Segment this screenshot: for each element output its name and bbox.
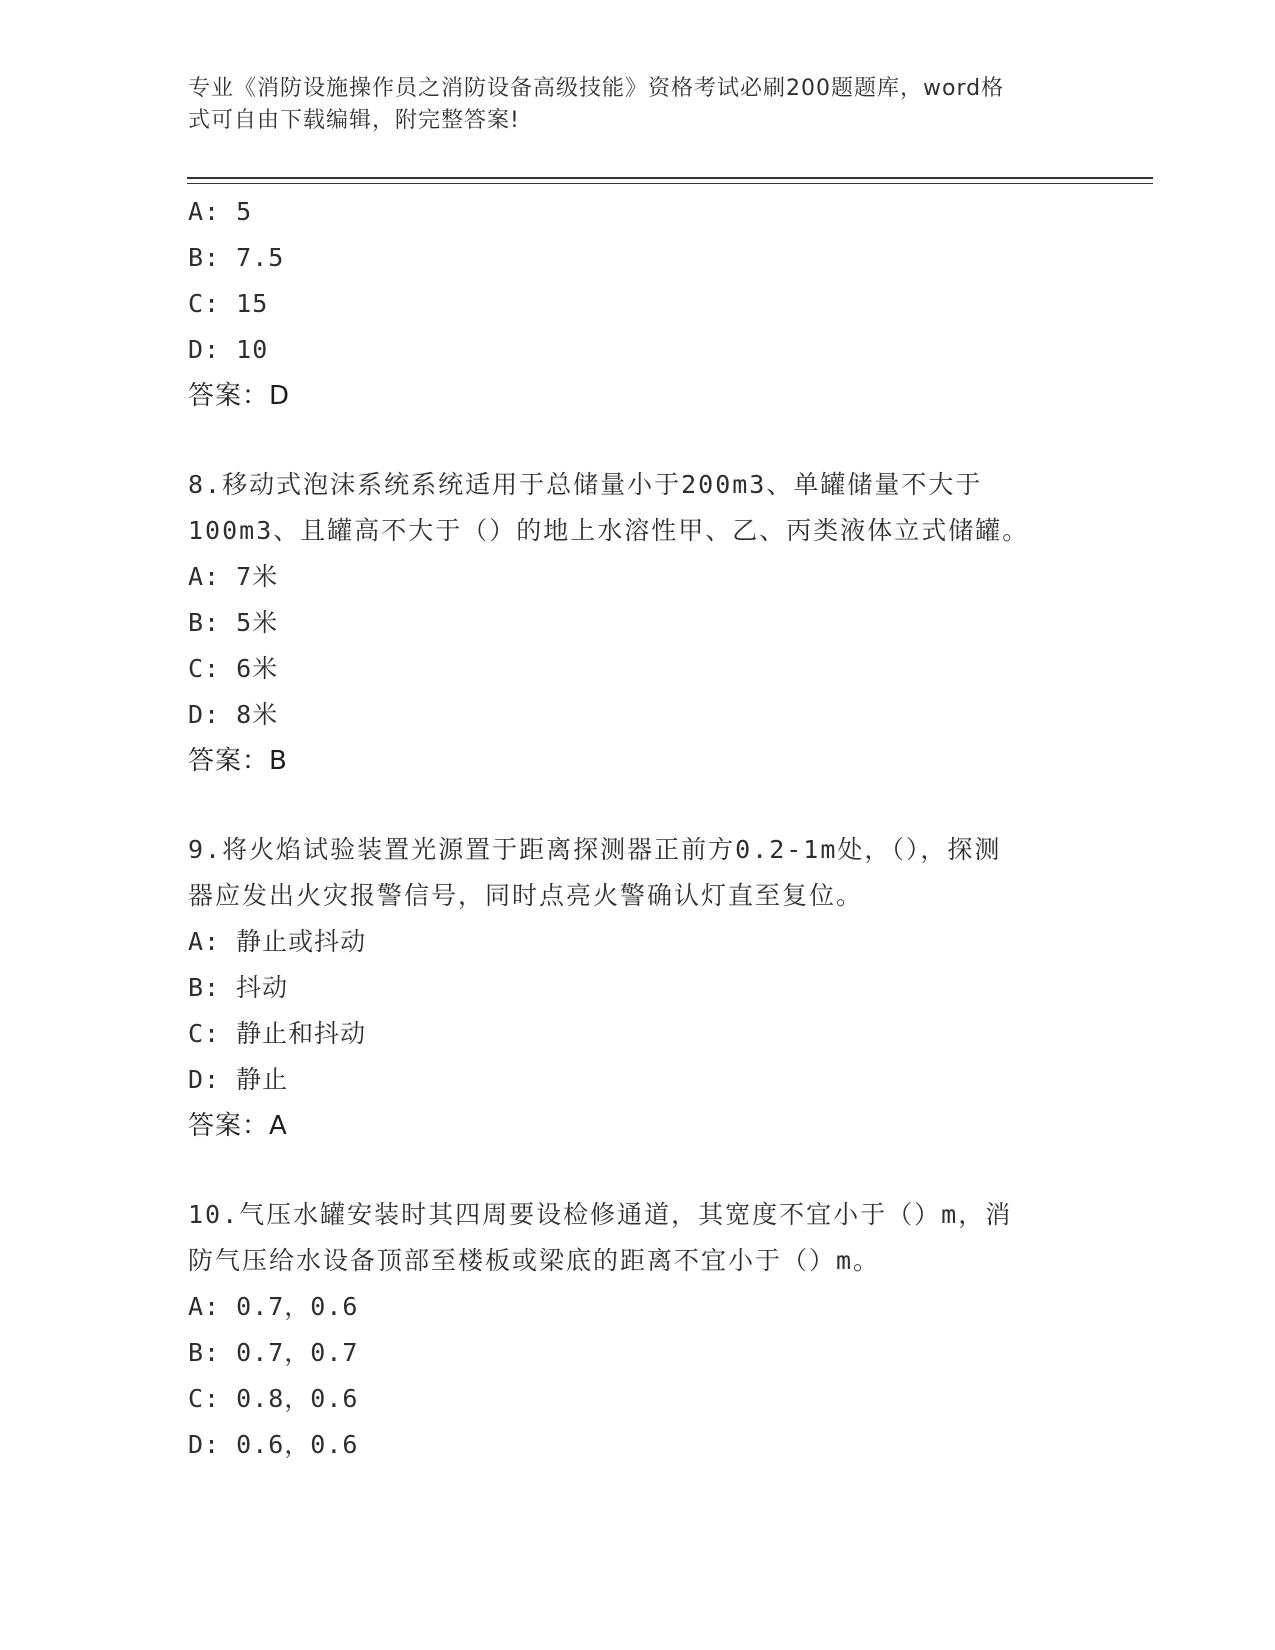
question-8 <box>188 462 1088 784</box>
spacer <box>188 784 1088 827</box>
question-list <box>188 189 1088 1468</box>
option-d: D: 静止 <box>188 1065 289 1094</box>
option-d: D: 8米 <box>188 700 279 729</box>
option-b: B: 7.5 <box>188 243 285 272</box>
header-line-1: 专业《消防设施操作员之消防设备高级技能》资格考试必刷200题题库，word格 <box>188 76 1005 101</box>
option-a: A: 静止或抖动 <box>188 927 367 956</box>
header-rule-thick <box>187 177 1153 179</box>
option-b: B: 抖动 <box>188 973 289 1002</box>
answer: 答案：A <box>188 1111 288 1141</box>
option-b: B: 5米 <box>188 608 279 637</box>
answer: 答案：B <box>188 746 288 776</box>
question-9 <box>188 827 1088 1149</box>
option-c: C: 0.8，0.6 <box>188 1384 359 1413</box>
question-stem-line-2: 100m3、且罐高不大于（）的地上水溶性甲、乙、丙类液体立式储罐。 <box>188 516 1030 545</box>
header-rule-thin <box>187 183 1153 184</box>
question-stem-line-1: 8.移动式泡沫系统系统适用于总储量小于200m3、单罐储量不大于 <box>188 470 983 499</box>
question-10 <box>188 1192 1088 1468</box>
question-stem-line-2: 器应发出火灾报警信号，同时点亮火警确认灯直至复位。 <box>188 881 864 910</box>
question-stem-line-1: 9.将火焰试验装置光源置于距离探测器正前方0.2-1m处，（），探测 <box>188 835 1002 864</box>
header-line-2: 式可自由下载编辑，附完整答案! <box>188 108 520 133</box>
option-d: D: 0.6，0.6 <box>188 1430 359 1459</box>
option-d: D: 10 <box>188 335 269 364</box>
question-stem-line-1: 10.气压水罐安装时其四周要设检修通道，其宽度不宜小于（）m，消 <box>188 1200 1013 1229</box>
option-a: A: 7米 <box>188 562 279 591</box>
option-a: A: 5 <box>188 197 253 226</box>
option-c: C: 6米 <box>188 654 279 683</box>
spacer <box>188 1149 1088 1192</box>
option-a: A: 0.7，0.6 <box>188 1292 359 1321</box>
option-c: C: 静止和抖动 <box>188 1019 367 1048</box>
answer: 答案：D <box>188 381 291 411</box>
document-header <box>188 73 1088 137</box>
question-stem-line-2: 防气压给水设备顶部至楼板或梁底的距离不宜小于（）m。 <box>188 1246 881 1275</box>
option-b: B: 0.7，0.7 <box>188 1338 359 1367</box>
question-7 <box>188 189 1088 419</box>
option-c: C: 15 <box>188 289 269 318</box>
spacer <box>188 419 1088 462</box>
